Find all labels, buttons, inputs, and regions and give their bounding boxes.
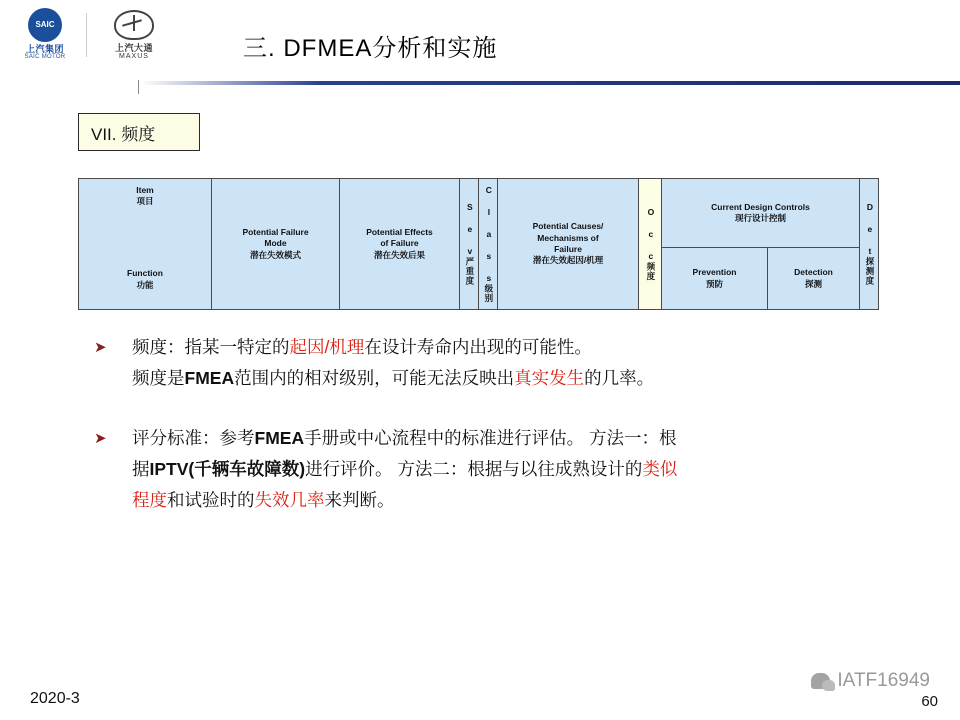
- cell-detection-control: [768, 248, 860, 310]
- pe-cn: 潜在失效后果: [373, 249, 425, 260]
- bullet-arrow-icon: ➤: [94, 339, 107, 356]
- cell-item-label-en: Item: [136, 185, 154, 195]
- cell-class: [479, 179, 498, 310]
- b2-line2: [132, 454, 886, 485]
- detection-ctrl-en: Detection: [794, 267, 833, 278]
- saic-logo-en: SAIC MOTOR: [24, 54, 66, 61]
- pe-line1: Potential Effects: [366, 226, 433, 237]
- b2-line3: [132, 485, 886, 516]
- maxus-emblem-icon: [114, 10, 154, 40]
- b1-l2-fmea: FMEA: [184, 367, 235, 388]
- header-rule-gradient: [140, 81, 960, 85]
- cell-prevention: [662, 248, 768, 310]
- cell-potential-effects: [340, 179, 460, 310]
- b2-l2-a: 据: [132, 458, 150, 479]
- body-bullets: [86, 332, 886, 533]
- cdc-en: Current Design Controls: [711, 201, 810, 212]
- b1-line2: [132, 363, 886, 394]
- pe-line2: of Failure: [380, 238, 419, 249]
- occurrence-cn: 频度: [645, 262, 656, 281]
- footer-date: 2020-3: [30, 690, 80, 707]
- cell-item: [79, 179, 212, 310]
- slide-header: [0, 0, 960, 86]
- pc-line1: Potential Causes/: [532, 221, 604, 232]
- dfmea-header-table: [78, 178, 879, 310]
- pc-line2: Mechanisms of: [537, 232, 599, 243]
- watermark-text: IATF16949: [837, 670, 930, 691]
- severity-cn: 严重度: [464, 257, 475, 286]
- cell-function-label-cn: 功能: [136, 279, 154, 290]
- maxus-logo-cn: 上汽大通: [114, 43, 153, 53]
- pfm-line2: Mode: [264, 238, 287, 249]
- saic-emblem-icon: SAIC: [28, 8, 62, 42]
- severity-en: S e v: [464, 202, 475, 258]
- bullet-2: [86, 423, 886, 515]
- b2-l1-a: 评分标准：参考: [132, 428, 255, 449]
- b2-l2-iptv: IPTV(千辆车故障数): [149, 458, 306, 479]
- wechat-icon: [811, 673, 830, 689]
- bullet-arrow-icon: ➤: [94, 430, 107, 448]
- pfm-line1: Potential Failure: [242, 226, 309, 237]
- pc-cn: 潜在失效起因/机理: [532, 255, 604, 266]
- cell-occurrence: [639, 179, 662, 310]
- cell-severity: [460, 179, 479, 310]
- prevention-en: Prevention: [692, 267, 737, 278]
- b2-l3-b: 来判断。: [324, 489, 395, 510]
- b2-l1-b: 手册或中心流程中的标准进行评估。 方法一：根: [304, 428, 677, 449]
- b1-l1-a: 频度：指某一特定的: [132, 337, 290, 357]
- saic-logo: [14, 8, 76, 61]
- cell-item-label-cn: 项目: [136, 196, 154, 207]
- cell-potential-failure-mode: [212, 179, 340, 310]
- b2-l3-red: 程度: [132, 489, 167, 510]
- cell-detection: [860, 179, 879, 310]
- pfm-cn: 潜在失效模式: [249, 249, 301, 260]
- watermark: [811, 670, 930, 692]
- table-row: [79, 179, 879, 248]
- prevention-cn: 预防: [705, 278, 723, 289]
- b2-l2-red: 类似: [642, 458, 678, 479]
- b1-l2-b: 范围内的相对级别，可能无法反映出: [234, 367, 515, 388]
- b1-l2-red: 真实发生: [514, 367, 585, 388]
- saic-logo-cn: 上汽集团: [25, 44, 64, 55]
- b2-l1-fmea: FMEA: [254, 428, 305, 449]
- logo-group: [14, 8, 171, 61]
- b1-l1-b: 在设计寿命内出现的可能性。: [364, 337, 592, 357]
- section-label: VII. 频度: [78, 113, 200, 151]
- maxus-logo-en: MAXUS: [119, 53, 149, 61]
- detection-cn: 探测度: [864, 257, 875, 286]
- b1-l1-red: 起因/机理: [289, 337, 365, 357]
- cell-current-design-controls: [662, 179, 860, 248]
- b1-l2-c: 的几率。: [584, 367, 655, 388]
- maxus-logo: [97, 8, 171, 61]
- occurrence-en: O c c: [645, 207, 656, 262]
- bullet-1: [86, 332, 886, 393]
- header-rule-tick: [138, 80, 139, 94]
- pc-line3: Failure: [554, 244, 582, 254]
- page-title: 三. DFMEA分析和实施: [243, 35, 498, 62]
- b2-l3-red2: 失效几率: [254, 489, 325, 510]
- cell-potential-causes: [498, 179, 639, 310]
- b2-l2-b: 进行评价。 方法二：根据与以往成熟设计的: [305, 458, 643, 479]
- b1-l2-a: 频度是: [132, 367, 185, 388]
- cdc-cn: 现行设计控制: [735, 213, 787, 224]
- footer-page-number: 60: [921, 693, 938, 710]
- header-rule: [0, 80, 960, 86]
- detection-en: D e t: [864, 202, 875, 258]
- detection-ctrl-cn: 探测: [805, 278, 823, 289]
- b2-l3-a: 和试验时的: [167, 489, 255, 510]
- logo-divider: [86, 13, 87, 57]
- class-en: C l a s s: [483, 185, 494, 284]
- cell-function-label-en: Function: [127, 268, 163, 279]
- class-cn: 级别: [483, 284, 494, 303]
